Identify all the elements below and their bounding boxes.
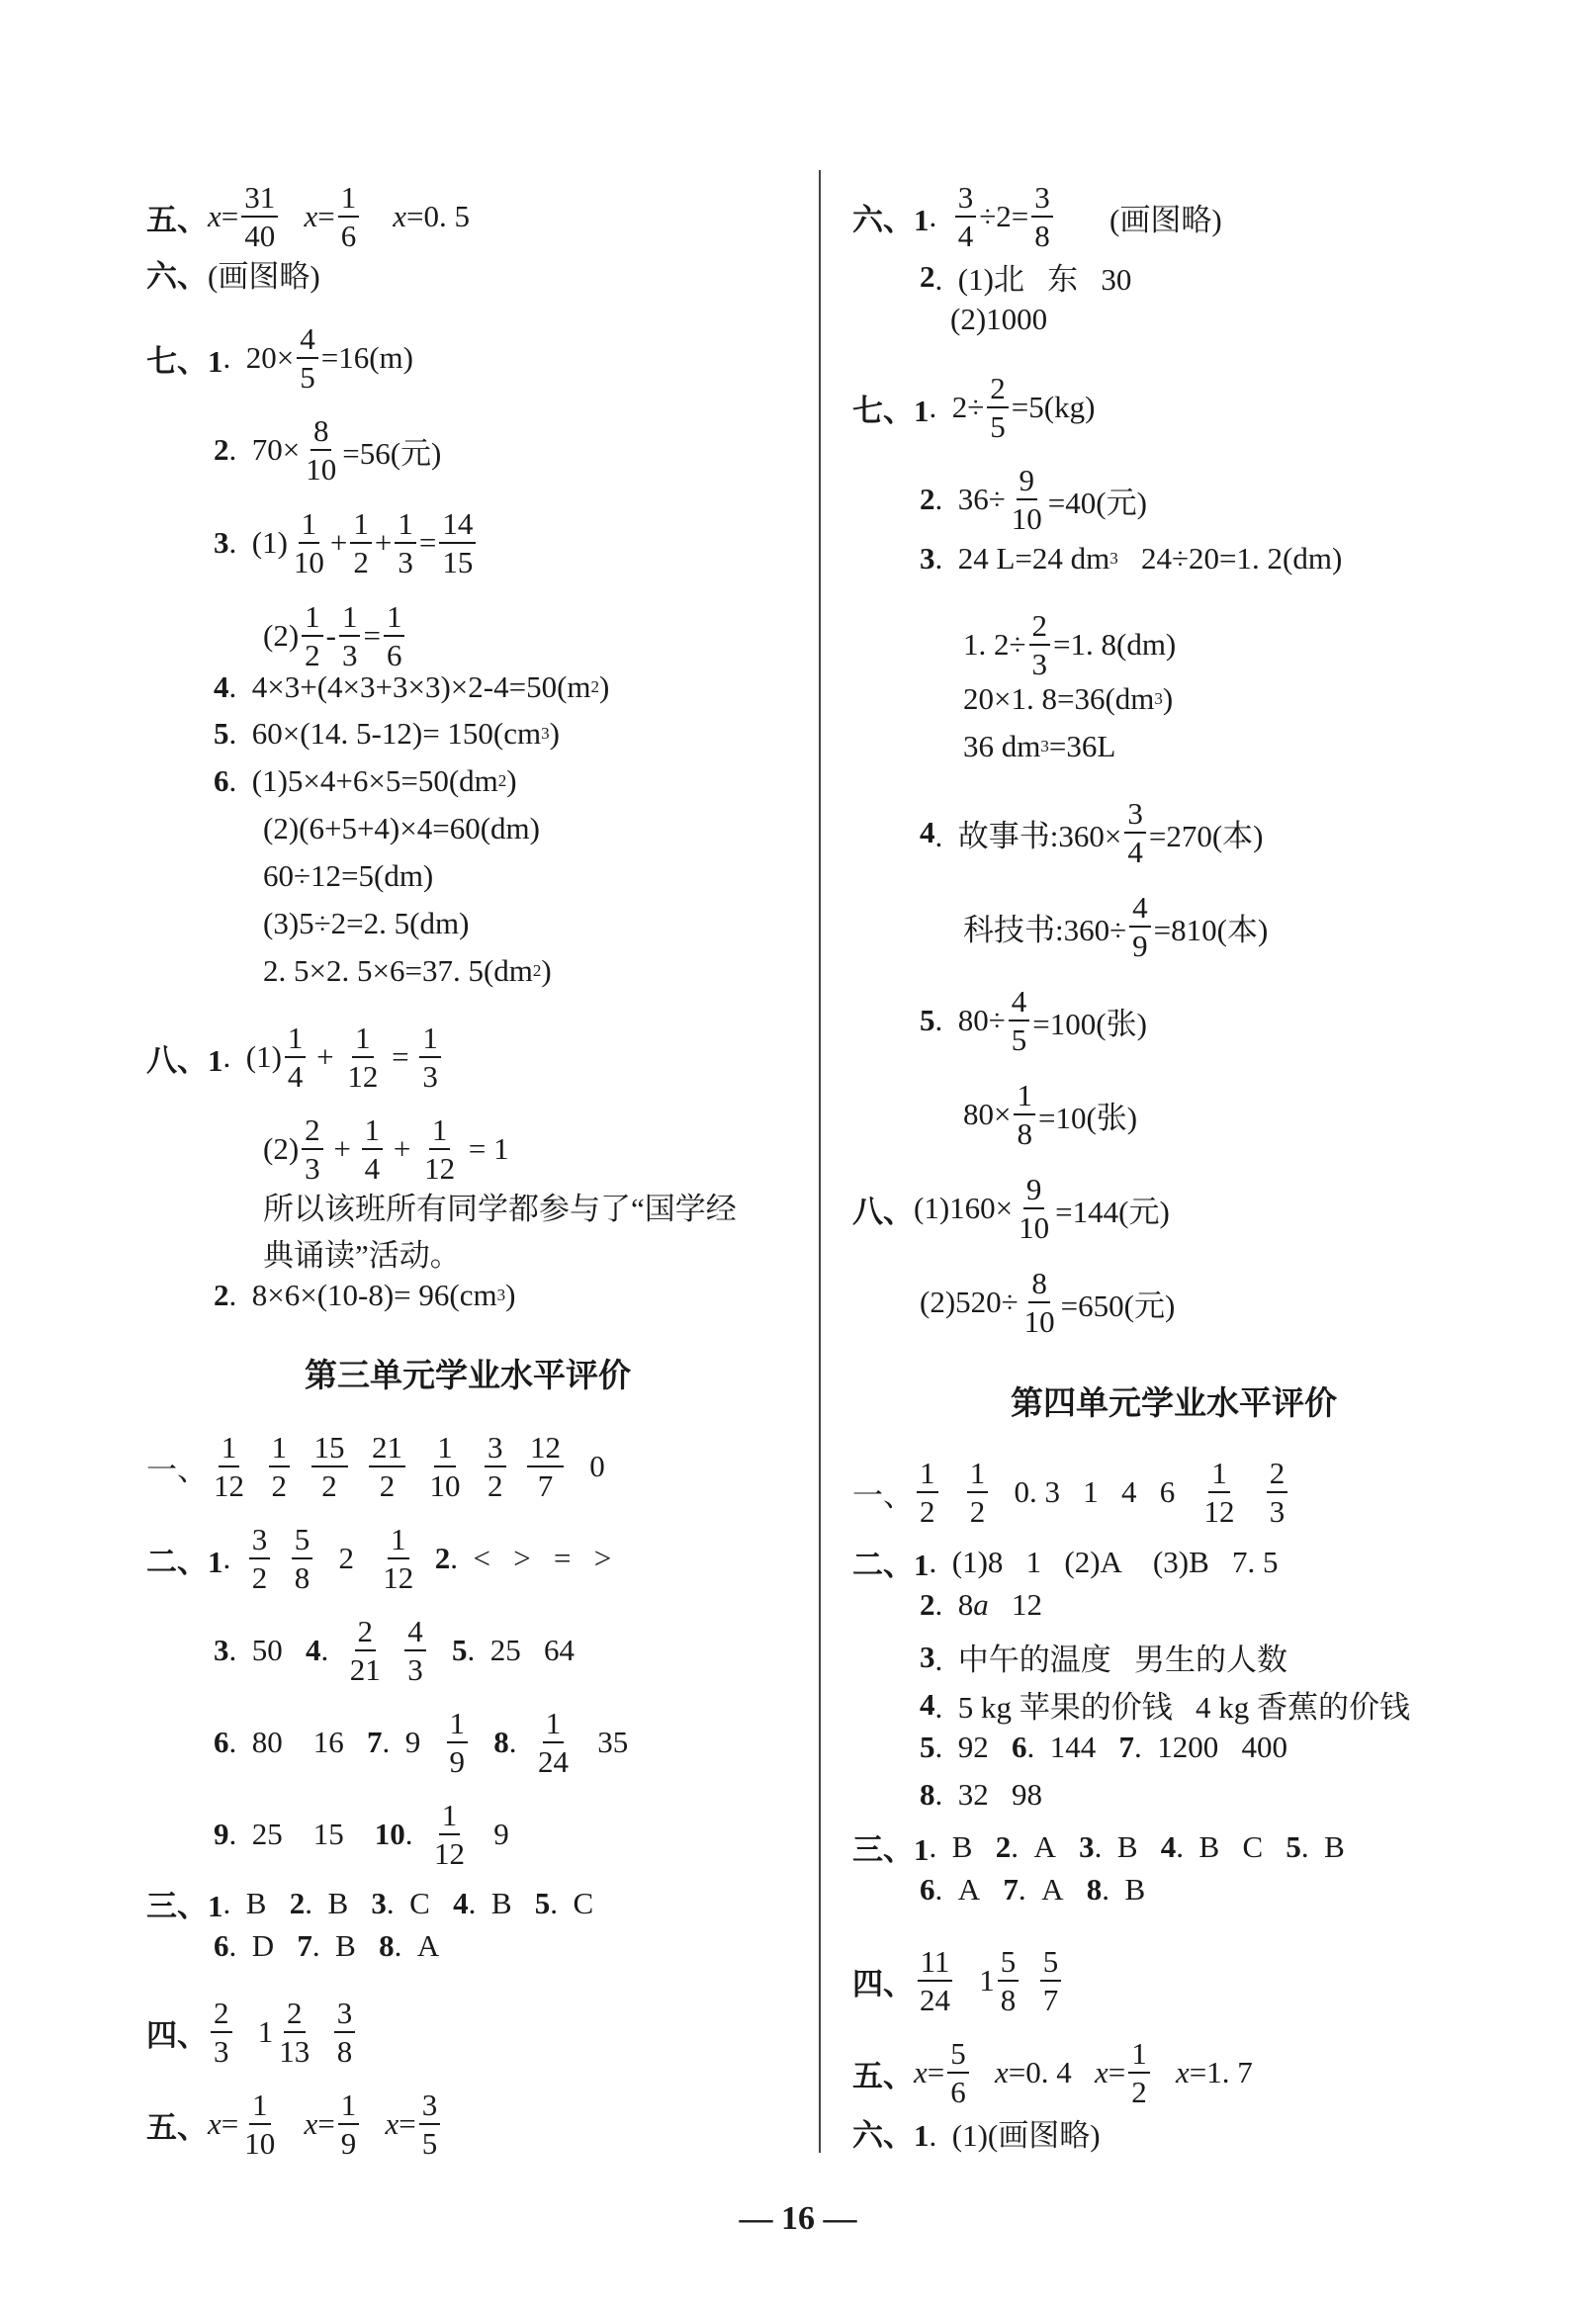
left-answer-line: 3 . 50 4 . $\frac{2}{21}$ $\frac{4}{3}$ 5 . 25 64 (214, 1614, 575, 1687)
right-answer-line: 3 . 中午的温度 男生的人数 (920, 1639, 1287, 1677)
page-number: — 16 — (739, 2200, 857, 2237)
left-answer-line: 典诵读”活动。 (263, 1238, 461, 1273)
left-answer-line: 二、1 . $\frac{3}{2}$ $\frac{5}{8}$ 2 $\frac{1}{12}$ 2 . < > = > (146, 1522, 612, 1595)
left-answer-line: 五、 x = $\frac{1}{10}$ x = $\frac{1}{9}$ x = $\frac{3}{5}$ (146, 2089, 443, 2159)
right-answer-line: 4 . 故事书:360× $\frac{3}{4}$ =270(本) (920, 796, 1264, 869)
left-answer-line: (2) $\frac{2}{3}$ + $\frac{1}{4}$ + $\frac{1}{12}$ = 1 (263, 1112, 509, 1186)
left-answer-line: 5 . 60×(14. 5-12)= 150(cm 3 ) (214, 716, 560, 751)
left-answer-line: 三、1 . B 2 . B 3 . C 4 . B 5 . C (146, 1885, 594, 1923)
right-answer-line: 八、 (1)160× $\frac{9}{10}$ =144(元) (852, 1172, 1170, 1245)
left-answer-line: 60÷12=5(dm) (263, 858, 434, 893)
right-answer-line: 4 . 5 kg 苹果的价钱 4 kg 香蕉的价钱 (920, 1686, 1410, 1725)
right-answer-line: 一、 $\frac{1}{2}$ $\frac{1}{2}$ 0. 3 1 4 6 $\frac{1}{12}$ $\frac{2}{3}$ (852, 1458, 1290, 1527)
left-answer-line: 一、 $\frac{1}{12}$ $\frac{1}{2}$ $\frac{15}{2}$ $\frac{21}{2}$ $\frac{1}{10}$ $\frac{3}{2}$ $\frac{12}{7}$ 0 (146, 1430, 605, 1503)
right-answer-line: 80× $\frac{1}{8}$ =10(张) (963, 1078, 1138, 1151)
right-answer-line: 2 . 8 a 12 (920, 1587, 1042, 1622)
right-answer-line: 五、 x = $\frac{5}{6}$ x =0. 4 x = $\frac{1}{2}$ x =1. 7 (852, 2036, 1253, 2109)
right-answer-line: 2 . 36÷ $\frac{9}{10}$ =40(元) (920, 463, 1147, 536)
left-answer-line: (2)(6+5+4)×4=60(dm) (263, 811, 540, 845)
right-answer-line: 3 . 24 L=24 dm 3 24÷20=1. 2(dm) (920, 541, 1343, 576)
right-answer-line: 36 dm 3 =36L (963, 729, 1116, 763)
right-answer-line: 科技书:360÷ $\frac{4}{9}$ =810(本) (963, 890, 1269, 963)
left-answer-line: 2. 5×2. 5×6=37. 5(dm 2 ) (263, 953, 552, 988)
right-answer-line: 8 . 32 98 (920, 1777, 1042, 1812)
right-answer-line: 1. 2÷ $\frac{2}{3}$ =1. 8(dm) (963, 608, 1177, 681)
left-answer-line: (2) $\frac{1}{2}$ - $\frac{1}{3}$ = $\frac{1}{6}$ (263, 601, 407, 670)
column-divider (819, 170, 821, 2153)
right-answer-line: 三、1 . B 2 . A 3 . B 4 . B C 5 . B (852, 1828, 1345, 1867)
left-answer-line: 3 . (1) $\frac{1}{10}$ + $\frac{1}{2}$ + $\frac{1}{3}$ = $\frac{14}{15}$ (214, 508, 479, 577)
right-answer-line: 20×1. 8=36(dm 3 ) (963, 681, 1174, 716)
right-answer-line: (2)1000 (920, 302, 1048, 336)
right-answer-line: 6 . A 7 . A 8 . B (920, 1872, 1146, 1907)
right-answer-line: 六、1 . $\frac{3}{4}$ ÷2= $\frac{3}{8}$ (画图略) (852, 180, 1222, 253)
right-answer-line: 2 . (1)北 东 30 (920, 258, 1132, 297)
right-answer-line: 七、1 . 2÷ $\frac{2}{5}$ =5(kg) (852, 371, 1096, 444)
left-answer-line: 四、 $\frac{2}{3}$ 1 $\frac{2}{13}$ $\frac{3}{8}$ (146, 1998, 358, 2067)
right-answer-line: 四、 $\frac{11}{24}$ 1 $\frac{5}{8}$ $\frac{5}{7}$ (852, 1946, 1064, 2015)
right-answer-line: 六、1 . (1)(画图略) (852, 2118, 1101, 2153)
left-answer-line: 9 . 25 15 10 . $\frac{1}{12}$ 9 (214, 1798, 509, 1871)
left-answer-line: 七、1 . 20× $\frac{4}{5}$ =16(m) (146, 321, 413, 395)
left-answer-line: 所以该班所有同学都参与了“国学经 (263, 1192, 737, 1226)
left-answer-line: 六、 (画图略) (146, 259, 320, 294)
left-answer-line: (3)5÷2=2. 5(dm) (263, 906, 470, 940)
right-answer-line: 5 . 92 6 . 144 7 . 1200 400 (920, 1730, 1287, 1764)
right-answer-line: (2)520÷ $\frac{8}{10}$ =650(元) (920, 1266, 1176, 1339)
right-answer-line: 5 . 80÷ $\frac{4}{5}$ =100(张) (920, 984, 1147, 1057)
left-answer-line: 2 . 8×6×(10-8)= 96(cm 3 ) (214, 1278, 516, 1312)
left-answer-line: 6 . 80 16 7 . 9 $\frac{1}{9}$ 8 . $\frac{1}{24}$ 35 (214, 1706, 629, 1779)
left-answer-line: 八、1 . (1) $\frac{1}{4}$ + $\frac{1}{12}$ = $\frac{1}{3}$ (146, 1022, 444, 1092)
left-answer-line: 6 . (1)5×4+6×5=50(dm 2 ) (214, 763, 517, 798)
left-answer-line: 五、 x = $\frac{31}{40}$ x = $\frac{1}{6}$ x =0. 5 (146, 180, 470, 253)
left-answer-line: 4 . 4×3+(4×3+3×3)×2-4=50(m 2 ) (214, 669, 610, 704)
left-answer-line: 2 . 70× $\frac{8}{10}$ =56(元) (214, 413, 442, 487)
left-section-title: 第三单元学业水平评价 (305, 1359, 631, 1394)
right-section-title: 第四单元学业水平评价 (1011, 1386, 1337, 1422)
right-answer-line: 二、1 . (1)8 1 (2)A (3)B 7. 5 (852, 1544, 1279, 1582)
left-answer-line: 6 . D 7 . B 8 . A (214, 1928, 440, 1963)
